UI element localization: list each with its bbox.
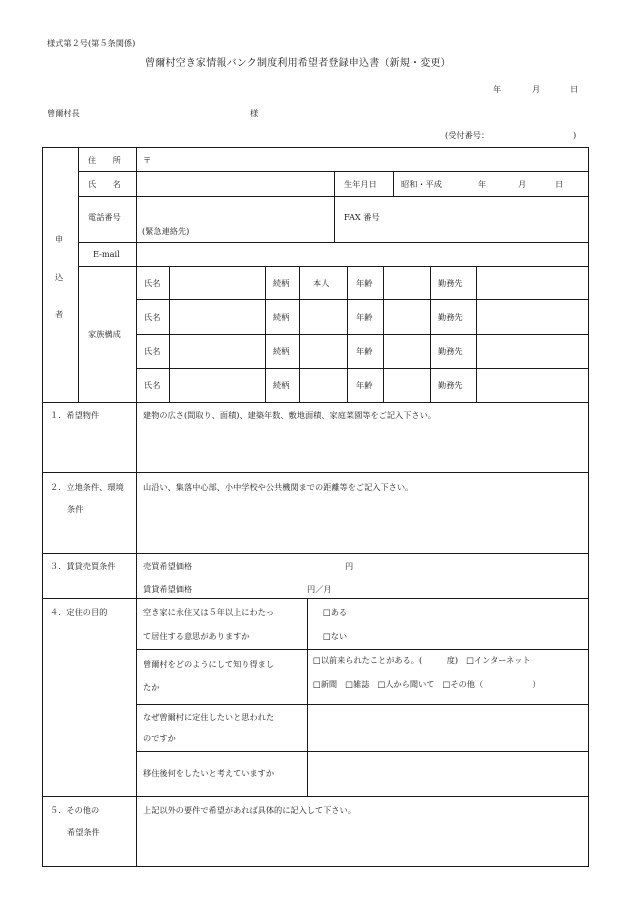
section-5-label: ５．その他の [50, 805, 100, 815]
family-workplace-label: 勤務先 [438, 346, 463, 356]
family-relation-label: 続柄 [273, 312, 290, 322]
post-move-plan-question: 移住後何をしたいと考えていますか [143, 768, 275, 778]
family-workplace-label: 勤務先 [438, 312, 463, 322]
fax-label: FAX 番号 [344, 212, 380, 222]
section-1-note: 建物の広さ(間取り、面積)、建築年数、敷地面積、家庭菜園等をご記入下さい。 [143, 410, 436, 420]
section-5-label-cont: 希望条件 [67, 827, 100, 837]
family-name-label: 氏名 [144, 380, 161, 390]
date-year-label: 年 [493, 84, 502, 94]
family-age-label: 年齢 [356, 312, 373, 322]
form-title: 曾爾村空き家情報バンク制度利用希望者登録申込書（新規・変更） [145, 58, 451, 69]
honorific: 様 [250, 108, 259, 118]
family-relation-label: 続柄 [273, 346, 290, 356]
family-relation-value: 本人 [313, 278, 330, 288]
reception-number-label: (受付番号： [445, 130, 490, 140]
form-number: 様式第２号(第５条関係) [47, 38, 136, 48]
birth-day-label: 日 [555, 179, 564, 189]
section-2-note: 山沿い、集落中心部、小中学校や公共機関までの距離等をご記入下さい。 [143, 482, 414, 492]
family-relation-label: 続柄 [273, 278, 290, 288]
date-month-label: 月 [532, 84, 541, 94]
family-age-label: 年齢 [356, 278, 373, 288]
postal-mark[interactable]: 〒 [143, 155, 152, 165]
settle-reason-question: なぜ曾爾村に定住したいと思われた [143, 712, 275, 722]
rent-price-unit: 円／月 [307, 584, 332, 594]
applicant-label-1: 申 [55, 234, 64, 244]
birth-month-label: 月 [518, 179, 527, 189]
emergency-contact-label: (緊急連絡先) [142, 226, 190, 236]
family-age-label: 年齢 [356, 346, 373, 356]
birth-year-label: 年 [478, 179, 487, 189]
residence-intent-no-checkbox[interactable]: □ない [323, 631, 348, 641]
addressee: 曾爾村長 [47, 108, 80, 118]
discovery-question: 曾爾村をどのようにして知り得まし [143, 659, 275, 669]
sale-price-unit: 円 [345, 561, 354, 571]
applicant-label-3: 者 [55, 309, 64, 319]
discovery-options-line-1[interactable]: □以前来られたことがある。( 度) □インターネット [313, 655, 531, 665]
rent-price-label: 賃貸希望価格 [143, 584, 193, 594]
birth-era: 昭和・平成 [401, 179, 442, 189]
section-2-label-cont: 条件 [67, 504, 84, 514]
phone-label: 電話番号 [88, 212, 121, 222]
family-workplace-label: 勤務先 [438, 278, 463, 288]
residence-intent-yes-checkbox[interactable]: □ある [323, 607, 348, 617]
section-4-label: ４．定住の目的 [50, 607, 108, 617]
section-3-label: ３．賃貸売買条件 [50, 561, 116, 571]
section-2-label: ２．立地条件、環境 [50, 482, 124, 492]
family-name-label: 氏名 [144, 278, 161, 288]
discovery-question-cont: たか [143, 682, 160, 692]
address-label: 住 所 [88, 155, 121, 165]
residence-intent-question-cont: て居住する意思がありますか [143, 631, 250, 641]
reception-number-close: ) [573, 130, 577, 140]
birth-date-label: 生年月日 [344, 179, 377, 189]
section-5-note: 上記以外の要件で希望があれば具体的に記入して下さい。 [143, 805, 356, 815]
family-name-label: 氏名 [144, 312, 161, 322]
applicant-label-2: 込 [55, 272, 64, 282]
name-label: 氏 名 [88, 179, 121, 189]
sale-price-label: 売買希望価格 [143, 561, 193, 571]
email-label: E-mail [93, 249, 120, 259]
residence-intent-question: 空き家に永住又は５年以上にわたっ [143, 607, 275, 617]
section-1-label: １．希望物件 [50, 410, 100, 420]
family-composition-label: 家族構成 [88, 329, 121, 339]
settle-reason-question-cont: のですか [143, 733, 176, 743]
date-day-label: 日 [570, 84, 579, 94]
family-relation-label: 続柄 [273, 380, 290, 390]
family-workplace-label: 勤務先 [438, 380, 463, 390]
family-name-label: 氏名 [144, 346, 161, 356]
family-age-label: 年齢 [356, 380, 373, 390]
discovery-options-line-2[interactable]: □新聞 □雑誌 □人から聞いて □その他（ ） [313, 679, 541, 689]
